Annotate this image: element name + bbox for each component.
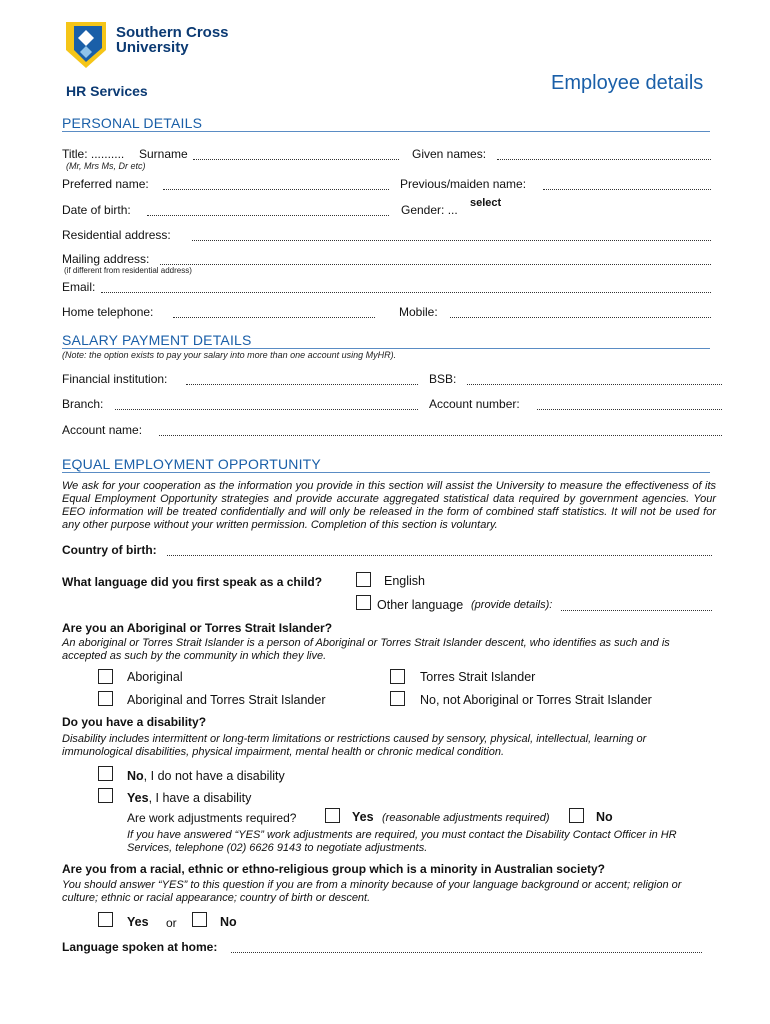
- english-checkbox[interactable]: [356, 572, 371, 587]
- given-names-label: Given names:: [412, 147, 487, 161]
- home-telephone-field[interactable]: [173, 307, 375, 318]
- other-language-checkbox[interactable]: [356, 595, 371, 610]
- minority-no-label: No: [220, 915, 237, 929]
- account-number-label: Account number:: [429, 397, 520, 411]
- adjustments-yes-label: Yes: [352, 810, 374, 824]
- adjustments-no-checkbox[interactable]: [569, 808, 584, 823]
- minority-yes-checkbox[interactable]: [98, 912, 113, 927]
- mailing-address-label: Mailing address:: [62, 252, 150, 266]
- surname-field[interactable]: [193, 149, 399, 160]
- mobile-label: Mobile:: [399, 305, 438, 319]
- dob-field[interactable]: [147, 205, 389, 216]
- has-disability-label: [127, 791, 251, 805]
- minority-no-checkbox[interactable]: [192, 912, 207, 927]
- english-label: English: [384, 574, 425, 588]
- aboriginal-and-torres-label: Aboriginal and Torres Strait Islander: [127, 693, 326, 707]
- previous-name-field[interactable]: [543, 179, 711, 190]
- adjustments-no-label: No: [596, 810, 613, 824]
- shield-logo-icon: [64, 20, 108, 70]
- salary-details-heading: SALARY PAYMENT DETAILS: [62, 332, 252, 348]
- preferred-name-label: Preferred name:: [62, 177, 149, 191]
- title-label: Title: ..........: [62, 147, 125, 161]
- minority-yes-label: Yes: [127, 915, 149, 929]
- financial-institution-label: Financial institution:: [62, 372, 168, 386]
- other-language-hint: (provide details):: [471, 599, 553, 611]
- residential-address-label: Residential address:: [62, 228, 171, 242]
- section-divider: [62, 348, 710, 349]
- adjustments-note: If you have answered “YES” work adjustments are required, you must contact the Disability Contact Officer in HR Services, telephone (02) 6626 9143 to negotiate adjustments.: [127, 829, 677, 854]
- not-aboriginal-checkbox[interactable]: [390, 691, 405, 706]
- first-language-question: What language did you first speak as a child?: [62, 575, 323, 589]
- mailing-address-field[interactable]: [160, 254, 711, 265]
- home-language-label: Language spoken at home:: [62, 940, 218, 954]
- account-name-field[interactable]: [159, 425, 722, 436]
- mobile-field[interactable]: [450, 307, 711, 318]
- surname-label: Surname: [139, 147, 188, 161]
- mailing-address-hint: (if different from residential address): [64, 266, 192, 275]
- adjustments-question: Are work adjustments required?: [127, 811, 297, 825]
- preferred-name-field[interactable]: [163, 179, 389, 190]
- home-language-field[interactable]: [231, 942, 702, 953]
- gender-label: Gender: ...: [401, 203, 458, 217]
- gender-select[interactable]: select: [470, 197, 502, 209]
- country-of-birth-field[interactable]: [167, 545, 712, 556]
- eeo-intro: We ask for your cooperation as the information you provide in this section will assist the University to measure the effectiveness of its Equal Employment Opportunity strategies and provide accurate aggregated statistical data required by government agencies. Your EEO information will be treated confidentially and will only be released in the form of combined staff statistics. It will not be used for any other purpose without your written permission. Completion of this section is voluntary.: [62, 480, 716, 531]
- aboriginal-definition: An aboriginal or Torres Strait Islander is a person of Aboriginal or Torres Strait Islander descent, who identifies as such and is accepted as such by the community in which they live.: [62, 637, 670, 662]
- has-disability-bold: Yes: [127, 791, 149, 805]
- torres-strait-label: Torres Strait Islander: [420, 670, 536, 684]
- eeo-heading: EQUAL EMPLOYMENT OPPORTUNITY: [62, 456, 321, 472]
- email-label: Email:: [62, 280, 96, 294]
- bsb-label: BSB:: [429, 372, 457, 386]
- account-number-field[interactable]: [537, 399, 722, 410]
- aboriginal-checkbox[interactable]: [98, 669, 113, 684]
- minority-definition: You should answer “YES” to this question if you are from a minority because of your language background or accent; religion or culture; ethnic or racial appearance; country of birth or descent.: [62, 879, 682, 904]
- no-disability-text: , I do not have a disability: [143, 769, 285, 783]
- branch-label: Branch:: [62, 397, 104, 411]
- no-disability-checkbox[interactable]: [98, 766, 113, 781]
- title-hint: (Mr, Mrs Ms, Dr etc): [66, 161, 146, 171]
- branch-field[interactable]: [115, 399, 418, 410]
- salary-note: (Note: the option exists to pay your salary into more than one account using MyHR).: [62, 350, 397, 360]
- has-disability-text: , I have a disability: [148, 791, 252, 805]
- aboriginal-label: Aboriginal: [127, 670, 183, 684]
- residential-address-field[interactable]: [192, 230, 711, 241]
- previous-name-label: Previous/maiden name:: [400, 177, 527, 191]
- country-of-birth-label: Country of birth:: [62, 543, 157, 557]
- department-name: HR Services: [66, 83, 148, 99]
- given-names-field[interactable]: [497, 149, 711, 160]
- no-disability-label: [127, 769, 285, 783]
- home-telephone-label: Home telephone:: [62, 305, 154, 319]
- adjustments-yes-hint: (reasonable adjustments required): [382, 812, 550, 824]
- aboriginal-and-torres-checkbox[interactable]: [98, 691, 113, 706]
- adjustments-yes-checkbox[interactable]: [325, 808, 340, 823]
- section-divider: [62, 472, 710, 473]
- university-logo: [64, 20, 108, 70]
- dob-label: Date of birth:: [62, 203, 131, 217]
- not-aboriginal-label: No, not Aboriginal or Torres Strait Islander: [420, 693, 652, 707]
- org-name-line1: Southern Cross: [116, 24, 229, 41]
- section-divider: [62, 131, 710, 132]
- org-name-line2: University: [116, 39, 189, 56]
- disability-definition: Disability includes intermittent or long-term limitations or restrictions caused by sensory, physical, intellectual, learning or immunological disabilities, physical impairment, mental health or chronic medical condition.: [62, 733, 647, 758]
- other-language-label: Other language: [377, 598, 464, 612]
- has-disability-checkbox[interactable]: [98, 788, 113, 803]
- torres-strait-checkbox[interactable]: [390, 669, 405, 684]
- email-field[interactable]: [101, 282, 711, 293]
- aboriginal-question: Are you an Aboriginal or Torres Strait Islander?: [62, 621, 333, 635]
- account-name-label: Account name:: [62, 423, 143, 437]
- no-disability-bold: No: [127, 769, 144, 783]
- minority-or-text: or: [166, 916, 177, 930]
- disability-question: Do you have a disability?: [62, 715, 207, 729]
- document-title: Employee details: [551, 72, 704, 94]
- financial-institution-field[interactable]: [186, 374, 418, 385]
- personal-details-heading: PERSONAL DETAILS: [62, 115, 203, 131]
- minority-question: Are you from a racial, ethnic or ethno-religious group which is a minority in Australian society?: [62, 862, 605, 876]
- bsb-field[interactable]: [467, 374, 722, 385]
- other-language-field[interactable]: [561, 600, 712, 611]
